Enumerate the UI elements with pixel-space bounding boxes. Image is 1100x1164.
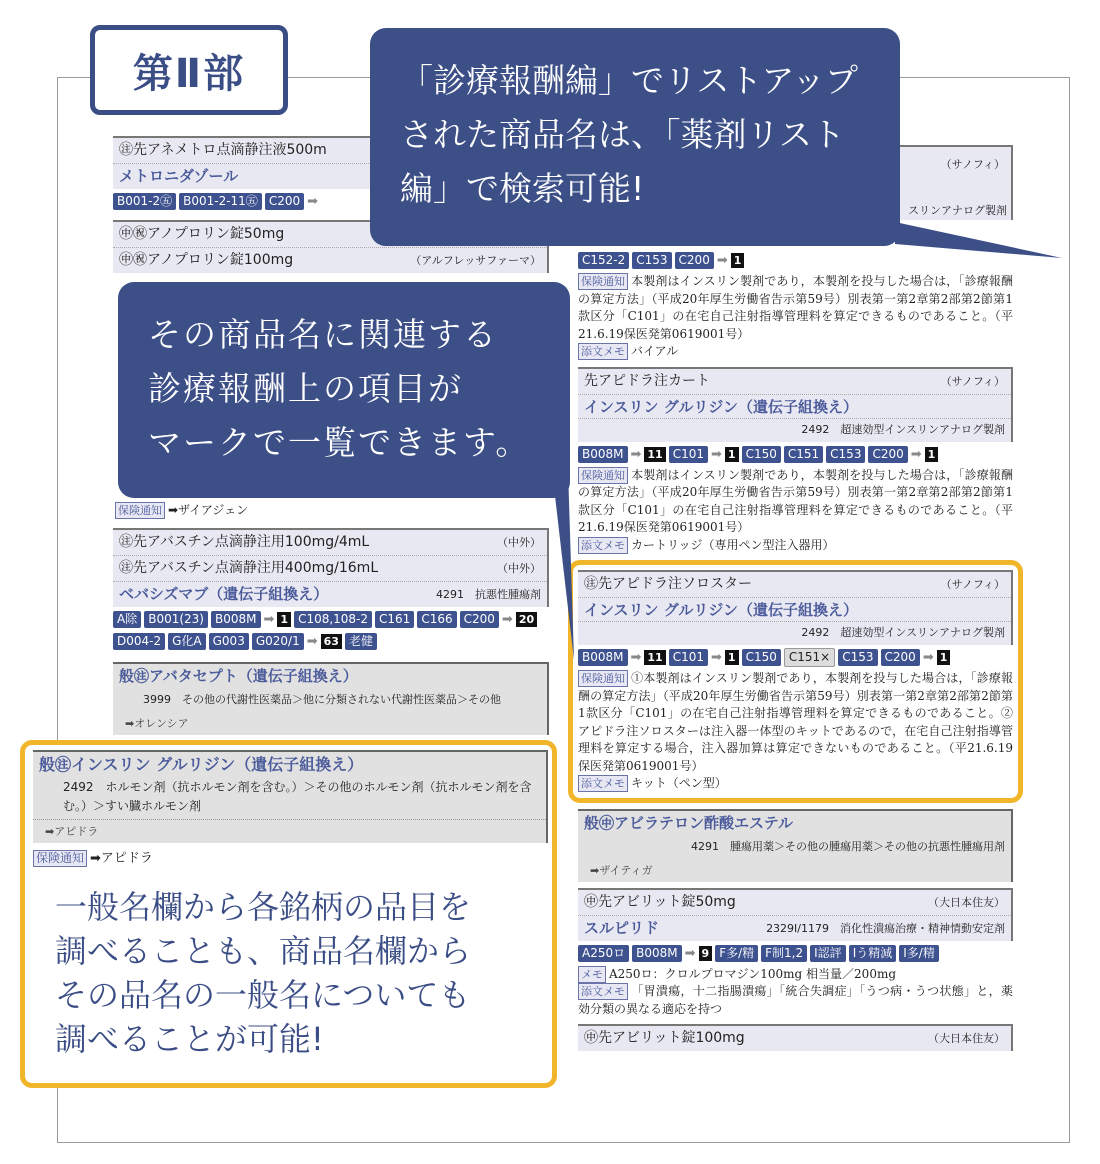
fee-code-badge[interactable]: C153: [632, 252, 671, 269]
generic-name[interactable]: インスリン グルリジン（遺伝子組換え）: [584, 397, 858, 416]
fee-code-badge[interactable]: C150: [742, 649, 781, 666]
chapter-number-badge: 9: [699, 946, 713, 961]
chapter-number-badge: 1: [937, 650, 951, 665]
chapter-number-badge: 1: [725, 650, 739, 665]
arrow-right-icon: ➡: [910, 446, 922, 462]
arrow-right-icon: ➡: [307, 194, 319, 209]
product-name[interactable]: ㊥先アビリット錠50mg: [584, 893, 736, 910]
fee-code-badge[interactable]: B008M: [632, 945, 682, 962]
fee-code-badge[interactable]: C151: [784, 446, 823, 463]
package-memo-tag: 添文メモ: [578, 343, 628, 360]
memo-text: A250ロ：クロルプロマジン100mg 相当量／200mg: [609, 966, 897, 981]
part-label: 第Ⅱ部: [90, 25, 288, 115]
fee-code-badge[interactable]: C153: [826, 446, 865, 463]
product-name[interactable]: ㊥先アビリット錠100mg: [584, 1030, 745, 1046]
callout-line: 診療報酬上の項目が: [148, 369, 463, 408]
maker: （サノフィ）: [940, 578, 1005, 591]
classification: 2492 ホルモン剤（抗ホルモン剤を含む。）＞その他のホルモン剤（抗ホルモン剤を含む。）＞すい臓ホルモン剤: [33, 777, 546, 820]
callout-line: 一般名欄から各銘柄の品目を: [55, 888, 472, 926]
classification: 2329I/1179 消化性潰瘍治療・精神情動安定剤: [766, 921, 1005, 935]
classification: スリンアナログ製剤: [908, 204, 1007, 217]
maker: （中外）: [497, 536, 541, 549]
reference-link[interactable]: ➡アピドラ: [45, 825, 99, 838]
fee-code-badge[interactable]: C200: [265, 193, 304, 210]
fee-code-badge[interactable]: B008M: [211, 611, 261, 628]
classification: 4291 腫瘍用薬＞その他の腫瘍用薬＞その他の抗悪性腫瘍用剤: [691, 839, 1005, 853]
classification: 2492 超速効型インスリンアナログ製剤: [801, 422, 1005, 436]
fee-code-badge[interactable]: C101: [669, 649, 708, 666]
fee-code-badge[interactable]: C152-2: [578, 252, 629, 269]
product-name[interactable]: ㊥㊗アノプロリン錠100mg: [119, 252, 294, 268]
generic-name[interactable]: 般㊥アビラテロン酢酸エステル: [584, 813, 793, 832]
maker: （サノフィ）: [940, 158, 1005, 171]
chapter-number-badge: 20: [516, 612, 537, 627]
fee-code-badge[interactable]: C166: [417, 611, 456, 628]
package-memo-text: バイアル: [631, 344, 679, 358]
fee-code-badge[interactable]: G003: [209, 633, 249, 650]
reference-link[interactable]: ➡オレンシア: [125, 717, 189, 730]
fee-code-badge[interactable]: D004-2: [113, 633, 165, 650]
fee-code-badge[interactable]: A250ロ: [578, 945, 629, 962]
package-memo-text: カートリッジ（専用ペン型注入器用）: [631, 537, 835, 552]
fee-code-badge[interactable]: C200: [460, 611, 499, 628]
fee-code-badge[interactable]: B008M: [578, 446, 628, 463]
maker: （大日本住友）: [928, 895, 1005, 909]
product-name[interactable]: ㊟先アピドラ注ソロスター: [584, 576, 752, 592]
generic-name[interactable]: メトロニダゾール: [119, 167, 239, 185]
generic-name[interactable]: 般㊟アバタセプト（遺伝子組換え）: [119, 667, 358, 685]
classification: 3999 その他の代謝性医薬品＞他に分類されない代謝性医薬品＞その他: [143, 693, 501, 706]
fee-code-badge[interactable]: B001-2-11㊄: [179, 193, 262, 210]
generic-name[interactable]: 般㊟インスリン グルリジン（遺伝子組換え）: [39, 755, 364, 774]
callout-middle-tail: [552, 470, 574, 660]
arrow-right-icon: ➡: [711, 446, 722, 462]
product-name[interactable]: 先アピドラ注カート: [584, 372, 710, 389]
insurance-notice-text: 本製剤はインスリン製剤であり，本製剤を投与した場合は，「診療報酬の算定方法」（平成20年厚生労働省告示第59号）別表第一第2章第2部第2節第1款区分「C101」の在宅自己注射指導管理料を算定できるものであること。（平21.6.19保医発第0619001号）: [578, 467, 1013, 534]
fee-code-badge[interactable]: C108,108-2: [294, 611, 372, 628]
fee-code-badge[interactable]: C101: [669, 446, 708, 463]
arrow-right-icon: ➡: [306, 634, 318, 649]
fee-code-badge[interactable]: C200: [881, 649, 920, 666]
maker: （アルフレッサファーマ）: [410, 254, 541, 267]
classification: 2492 超速効型インスリンアナログ製剤: [801, 626, 1005, 639]
reference-link[interactable]: ➡ザイアジェン: [168, 503, 249, 517]
chapter-number-badge: 1: [277, 612, 291, 627]
package-memo-tag: 添文メモ: [578, 775, 628, 792]
product-name[interactable]: ㊟先アネメトロ点滴静注液500m: [119, 142, 327, 158]
maker: （大日本住友）: [928, 1032, 1005, 1045]
fee-code-badge[interactable]: B008M: [578, 649, 628, 666]
fee-code-badge[interactable]: B001-2㊄: [113, 193, 176, 210]
fee-code-badge[interactable]: B001(23): [144, 611, 208, 628]
arrow-right-icon: ➡: [684, 945, 696, 961]
generic-name[interactable]: スルピリド: [584, 918, 660, 937]
insurance-notice-tag: 保険通知: [33, 850, 87, 867]
package-memo-text: 「胃潰瘍，十二指腸潰瘍」「統合失調症」「うつ病・うつ状態」と，薬効分類の異なる適応を持つ: [578, 984, 1013, 1016]
memo-tag: メモ: [578, 966, 606, 983]
insurance-notice-tag: 保険通知: [578, 273, 628, 290]
arrow-right-icon: ➡: [263, 612, 275, 627]
package-memo-text: キット（ペン型）: [631, 776, 727, 790]
arrow-right-icon: ➡: [630, 446, 642, 462]
product-name[interactable]: ㊥㊗アノプロリン錠50mg: [119, 226, 285, 242]
fee-code-badge[interactable]: A除: [113, 611, 141, 628]
arrow-right-icon: ➡: [716, 253, 728, 268]
fee-code-badge[interactable]: C153: [838, 649, 877, 666]
fee-code-badge[interactable]: 老健: [345, 633, 377, 650]
insurance-notice-tag: 保険通知: [115, 502, 165, 519]
callout-line: 「診療報酬編」でリストアップ: [400, 61, 859, 100]
insurance-notice-text: 本製剤はインスリン製剤であり，本製剤を投与した場合は，「診療報酬の算定方法」（平成20年厚生労働省告示第59号）別表第一第2章第2部第2節第1款区分「C101」の在宅自己注射指導管理料を算定できるものであること。（平21.6.19保医発第0619001号）: [578, 274, 1013, 341]
reference-link[interactable]: ➡アピドラ: [90, 851, 153, 866]
product-name[interactable]: ㊟先アバスチン点滴静注用400mg/16mL: [119, 560, 379, 576]
arrow-right-icon: ➡: [711, 650, 722, 665]
package-memo-tag: 添文メモ: [578, 983, 628, 1000]
maker: （中外）: [497, 562, 541, 575]
callout-line: された商品名は、「薬剤リスト: [400, 115, 845, 154]
callout-middle: [118, 282, 570, 498]
arrow-right-icon: ➡: [922, 650, 934, 665]
callout-line: その商品名に関連する: [148, 315, 498, 354]
chapter-number-badge: 11: [644, 447, 665, 462]
generic-name[interactable]: ベバシズマブ（遺伝子組換え）: [119, 585, 329, 603]
arrow-right-icon: ➡: [630, 650, 642, 665]
chapter-number-badge: 11: [644, 650, 665, 665]
callout-top-tail: [895, 222, 1062, 258]
reference-link[interactable]: ➡ザイティガ: [590, 863, 653, 877]
callout-line: 調べることも、商品名欄から: [55, 932, 472, 970]
classification: 4291 抗悪性腫瘍剤: [436, 588, 541, 601]
arrow-right-icon: ➡: [501, 612, 513, 627]
insurance-notice-text: ①本製剤はインスリン製剤であり，本製剤を投与した場合は，「診療報酬の算定方法」（平成20年厚生労働省告示第59号）別表第一第2章第2部第2節第1款区分「C101」の在宅自己注射指導管理料を算定できるものであること。②アピドラ注ソロスターは注入器一体型のキットであるので，在宅自己注射指導管理料を算定する場合，注入器加算は算定できないものであること。（平21.6.19保医発第0619001号）: [578, 671, 1013, 773]
fee-code-badge[interactable]: C200: [868, 446, 907, 463]
maker: （サノフィ）: [940, 374, 1005, 388]
callout-line: マークで一覧できます。: [148, 423, 531, 462]
fee-code-badge[interactable]: C151×: [784, 648, 835, 667]
generic-name[interactable]: インスリン グルリジン（遺伝子組換え）: [584, 601, 858, 619]
fee-code-badge[interactable]: Iう精減: [849, 945, 897, 962]
callout-line: 編」で検索可能!: [400, 169, 645, 208]
fee-code-badge[interactable]: G化A: [168, 633, 206, 650]
chapter-number-badge: 1: [925, 447, 939, 462]
callout-line: 調べることが可能!: [55, 1020, 324, 1058]
package-memo-tag: 添文メモ: [578, 537, 628, 554]
fee-code-badge[interactable]: I認評: [810, 945, 846, 962]
callout-top: [370, 28, 900, 246]
fee-code-badge[interactable]: G020/1: [252, 633, 304, 650]
chapter-number-badge: 63: [321, 634, 342, 649]
fee-code-badge[interactable]: C150: [742, 446, 781, 463]
chapter-number-badge: 1: [725, 447, 739, 462]
product-name[interactable]: ㊟先アバスチン点滴静注用100mg/4mL: [119, 534, 370, 550]
insurance-notice-tag: 保険通知: [578, 670, 628, 687]
fee-code-badge[interactable]: C161: [375, 611, 414, 628]
fee-code-badge[interactable]: C200: [675, 252, 714, 269]
callout-line: その品名の一般名についても: [55, 976, 471, 1014]
insurance-notice-tag: 保険通知: [578, 467, 628, 484]
fee-code-badge[interactable]: F制1,2: [761, 945, 807, 962]
chapter-number-badge: 1: [731, 253, 745, 268]
fee-code-badge[interactable]: F多/精: [715, 945, 758, 962]
fee-code-badge[interactable]: I多/精: [899, 945, 939, 962]
